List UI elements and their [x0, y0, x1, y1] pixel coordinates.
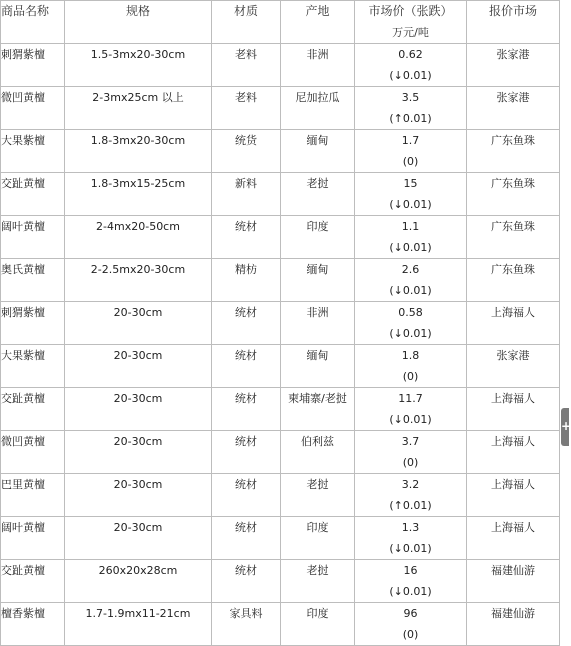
header-market: 报价市场: [467, 1, 560, 44]
cell-price: [355, 431, 467, 474]
cell-material: 家具料: [212, 603, 281, 646]
cell-origin: 印度: [281, 517, 355, 560]
cell-market: 上海福人: [467, 388, 560, 431]
cell-spec: 1.7-1.9mx11-21cm: [65, 603, 212, 646]
cell-market: 上海福人: [467, 302, 560, 345]
cell-market: 广东鱼珠: [467, 259, 560, 302]
cell-spec: 1.5-3mx20-30cm: [65, 44, 212, 87]
cell-material: 统材: [212, 431, 281, 474]
price-change: (↓0.01): [389, 585, 432, 598]
price-change: (↓0.01): [389, 542, 432, 555]
price-value: 3.2: [401, 478, 420, 491]
price-value: 96: [403, 607, 418, 620]
cell-market: 广东鱼珠: [467, 173, 560, 216]
table-row: [1, 259, 560, 302]
cell-name: 微凹黄檀: [1, 431, 65, 474]
price-value: 2.6: [401, 263, 420, 276]
cell-origin: 老挝: [281, 474, 355, 517]
table-row: [1, 431, 560, 474]
price-change: (↓0.01): [389, 327, 432, 340]
cell-name: 阔叶黄檀: [1, 517, 65, 560]
cell-price: [355, 517, 467, 560]
table-row: [1, 44, 560, 87]
side-expand-button[interactable]: [561, 408, 569, 446]
cell-material: 统材: [212, 216, 281, 259]
cell-name: 檀香紫檀: [1, 603, 65, 646]
cell-price: [355, 388, 467, 431]
cell-spec: 2-3mx25cm 以上: [65, 87, 212, 130]
price-value: 15: [403, 177, 418, 190]
cell-price: [355, 474, 467, 517]
cell-market: 张家港: [467, 44, 560, 87]
cell-price: [355, 603, 467, 646]
cell-price: [355, 87, 467, 130]
cell-name: 微凹黄檀: [1, 87, 65, 130]
cell-origin: 老挝: [281, 173, 355, 216]
cell-origin: 非洲: [281, 44, 355, 87]
cell-origin: 缅甸: [281, 259, 355, 302]
cell-market: 广东鱼珠: [467, 216, 560, 259]
header-price: [355, 1, 467, 44]
price-change: (↓0.01): [389, 69, 432, 82]
header-price-line2: 万元/吨: [392, 26, 429, 39]
cell-name: 交趾黄檀: [1, 560, 65, 603]
cell-material: 老料: [212, 87, 281, 130]
cell-origin: 尼加拉瓜: [281, 87, 355, 130]
cell-material: 统材: [212, 560, 281, 603]
header-material: 材质: [212, 1, 281, 44]
price-change: (↓0.01): [389, 413, 432, 426]
cell-spec: 20-30cm: [65, 388, 212, 431]
cell-material: 统材: [212, 345, 281, 388]
cell-name: 大果紫檀: [1, 130, 65, 173]
price-value: 3.5: [401, 91, 420, 104]
cell-price: [355, 173, 467, 216]
price-value: 1.3: [401, 521, 420, 534]
table-row: [1, 173, 560, 216]
table-row: [1, 560, 560, 603]
cell-material: 新料: [212, 173, 281, 216]
cell-market: 福建仙游: [467, 560, 560, 603]
plus-icon: +: [561, 419, 571, 433]
cell-origin: 缅甸: [281, 345, 355, 388]
header-name: 商品名称: [1, 1, 65, 44]
price-value: 0.62: [398, 48, 423, 61]
price-value: 11.7: [398, 392, 423, 405]
cell-spec: 20-30cm: [65, 474, 212, 517]
header-row: [1, 1, 560, 44]
cell-spec: 20-30cm: [65, 431, 212, 474]
cell-price: [355, 560, 467, 603]
price-change: (↓0.01): [389, 284, 432, 297]
price-change: (↑0.01): [389, 499, 432, 512]
cell-market: 上海福人: [467, 474, 560, 517]
price-change: (↓0.01): [389, 241, 432, 254]
cell-material: 统材: [212, 474, 281, 517]
cell-name: 大果紫檀: [1, 345, 65, 388]
cell-name: 巴里黄檀: [1, 474, 65, 517]
table-row: [1, 517, 560, 560]
price-change: (0): [402, 628, 419, 641]
cell-spec: 1.8-3mx20-30cm: [65, 130, 212, 173]
cell-spec: 260x20x28cm: [65, 560, 212, 603]
cell-price: [355, 44, 467, 87]
header-spec: 规格: [65, 1, 212, 44]
cell-market: 上海福人: [467, 431, 560, 474]
cell-market: 广东鱼珠: [467, 130, 560, 173]
cell-name: 刺猬紫檀: [1, 302, 65, 345]
cell-origin: 伯利兹: [281, 431, 355, 474]
cell-material: 老料: [212, 44, 281, 87]
cell-name: 阔叶黄檀: [1, 216, 65, 259]
price-change: (0): [402, 155, 419, 168]
cell-price: [355, 259, 467, 302]
cell-material: 统材: [212, 302, 281, 345]
price-change: (↑0.01): [389, 112, 432, 125]
price-value: 0.58: [398, 306, 423, 319]
cell-origin: 印度: [281, 603, 355, 646]
cell-material: 精枋: [212, 259, 281, 302]
cell-market: 福建仙游: [467, 603, 560, 646]
header-origin: 产地: [281, 1, 355, 44]
cell-origin: 印度: [281, 216, 355, 259]
table-row: [1, 130, 560, 173]
cell-market: 张家港: [467, 345, 560, 388]
table-row: [1, 345, 560, 388]
cell-name: 刺猬紫檀: [1, 44, 65, 87]
cell-spec: 2-4mx20-50cm: [65, 216, 212, 259]
cell-spec: 20-30cm: [65, 517, 212, 560]
cell-name: 交趾黄檀: [1, 388, 65, 431]
cell-origin: 非洲: [281, 302, 355, 345]
cell-origin: 老挝: [281, 560, 355, 603]
cell-name: 交趾黄檀: [1, 173, 65, 216]
price-change: (0): [402, 370, 419, 383]
table-row: [1, 302, 560, 345]
cell-spec: 20-30cm: [65, 302, 212, 345]
cell-spec: 1.8-3mx15-25cm: [65, 173, 212, 216]
price-value: 3.7: [401, 435, 420, 448]
price-value: 1.7: [401, 134, 420, 147]
cell-origin: 柬埔寨/老挝: [281, 388, 355, 431]
price-change: (0): [402, 456, 419, 469]
table-row: [1, 474, 560, 517]
cell-price: [355, 302, 467, 345]
cell-name: 奥氏黄檀: [1, 259, 65, 302]
cell-spec: 2-2.5mx20-30cm: [65, 259, 212, 302]
cell-material: 统材: [212, 388, 281, 431]
price-change: (↓0.01): [389, 198, 432, 211]
price-value: 1.1: [401, 220, 420, 233]
price-value: 1.8: [401, 349, 420, 362]
cell-spec: 20-30cm: [65, 345, 212, 388]
table-row: [1, 87, 560, 130]
header-price-line1: 市场价（张跌）: [368, 4, 453, 18]
cell-price: [355, 216, 467, 259]
cell-origin: 缅甸: [281, 130, 355, 173]
table-row: [1, 388, 560, 431]
cell-material: 统货: [212, 130, 281, 173]
table-row: [1, 216, 560, 259]
price-value: 16: [403, 564, 418, 577]
cell-market: 上海福人: [467, 517, 560, 560]
cell-price: [355, 130, 467, 173]
cell-market: 张家港: [467, 87, 560, 130]
cell-price: [355, 345, 467, 388]
table-row: [1, 603, 560, 646]
cell-material: 统材: [212, 517, 281, 560]
